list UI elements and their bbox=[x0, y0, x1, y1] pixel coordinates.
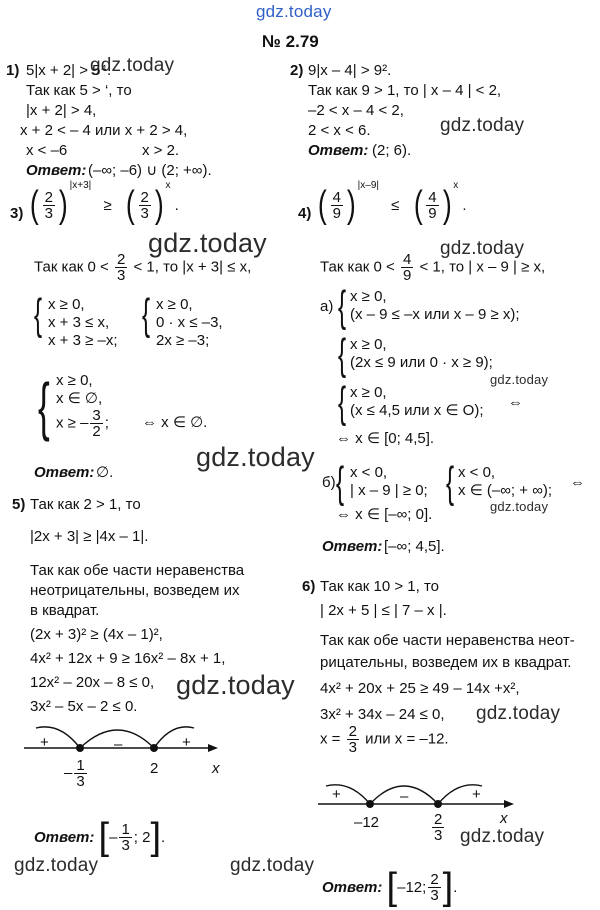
solution-line: |x + 2| > 4, bbox=[26, 102, 97, 119]
solution-line: 2 < x < 6. bbox=[308, 122, 371, 139]
solution-line: Так как 9 > 1, то | x – 4 | < 2, bbox=[308, 82, 502, 99]
problem-number: 4) bbox=[298, 205, 312, 222]
arrow: ⇔ bbox=[508, 394, 523, 411]
solution-line: Так как 10 > 1, то bbox=[320, 578, 440, 595]
answer-value: [–∞; 4,5]. bbox=[384, 538, 445, 555]
solution-line: в квадрат. bbox=[30, 602, 100, 619]
watermark: gdz.today bbox=[90, 55, 175, 76]
point-label: $\frac{2}{3}$ bbox=[434, 811, 443, 844]
system-line: x ≥ 0, bbox=[48, 296, 85, 313]
system-line: x < 0, bbox=[350, 464, 388, 481]
problem-number: 6) bbox=[302, 578, 316, 595]
system-line: x + 3 ≥ –x; bbox=[48, 332, 118, 349]
answer-line: Ответ: [– $\frac{1}{3}$ ; 2]. bbox=[34, 816, 166, 858]
watermark: gdz.today bbox=[490, 372, 549, 387]
solution-line: x + 2 < – 4 или x + 2 > 4, bbox=[20, 122, 188, 139]
case-label: б) bbox=[322, 474, 336, 491]
answer-label: Ответ: bbox=[26, 162, 87, 179]
solution-line: Так как обе части неравенства bbox=[30, 562, 245, 579]
system-line: x ≥ 0, bbox=[350, 288, 387, 305]
system-line: (x ≤ 4,5 или x ∈ O); bbox=[350, 402, 484, 419]
problem-statement: 5|x + 2| > 5⁴. bbox=[26, 62, 112, 79]
system-brace: { bbox=[336, 458, 345, 507]
axis-label: x bbox=[212, 760, 220, 777]
system-line: 0 · x ≤ –3, bbox=[156, 314, 223, 331]
sign-label: + bbox=[332, 786, 341, 803]
solution-line: |2x + 3| ≥ |4x – 1|. bbox=[30, 528, 149, 545]
case-result: ⇔ x ∈ [–∞; 0]. bbox=[336, 506, 433, 523]
system-line: x ≥ 0, bbox=[350, 384, 387, 401]
system-line: (2x ≤ 9 или 0 · x ≥ 9); bbox=[350, 354, 493, 371]
solution-line: 4x² + 20x + 25 ≥ 49 – 14x +x², bbox=[320, 680, 520, 697]
system-brace: { bbox=[338, 282, 347, 331]
watermark: gdz.today bbox=[440, 238, 525, 259]
solution-line: 3x² + 34x – 24 ≤ 0, bbox=[320, 706, 445, 723]
answer-label: Ответ: bbox=[322, 538, 383, 555]
solution-line: Так как обе части неравенства неот- bbox=[320, 632, 575, 649]
watermark: gdz.today bbox=[490, 499, 549, 514]
sign-label: + bbox=[40, 734, 49, 751]
solution-line: рицательны, возведем их в квадрат. bbox=[320, 654, 572, 671]
solution-line: 3x² – 5x – 2 ≤ 0. bbox=[30, 698, 138, 715]
axis-arrow bbox=[504, 800, 514, 808]
system-line: x ≥ – $\frac{3}{2}$ ; bbox=[56, 407, 109, 440]
watermark-top: gdz.today bbox=[256, 2, 332, 21]
solution-line: –2 < x – 4 < 2, bbox=[308, 102, 404, 119]
problem-statement: 9|x – 4| > 9². bbox=[308, 62, 392, 79]
problem-statement: ( $\frac{4}{9}$ ) $^{|x-9|}$ ≤ ( $\frac{4}{9}$ ) $^x$ . bbox=[317, 179, 467, 226]
point-marker bbox=[366, 800, 374, 808]
axis-label: x bbox=[500, 810, 508, 827]
sign-label: – bbox=[114, 736, 123, 753]
case-result: ⇔ x ∈ [0; 4,5]. bbox=[336, 430, 435, 447]
system-line: x + 3 ≤ x, bbox=[48, 314, 110, 331]
system-line: x < 0, bbox=[458, 464, 496, 481]
point-marker bbox=[434, 800, 442, 808]
system-brace: { bbox=[34, 290, 43, 339]
page-title: № 2.79 bbox=[262, 32, 319, 51]
answer-label: Ответ: bbox=[34, 464, 95, 481]
answer-value: ∅. bbox=[96, 464, 114, 481]
condition-line: Так как 0 < $\frac{2}{3}$ < 1, то |x + 3| ≤ x, bbox=[34, 251, 252, 284]
solution-line: Так как 5 > ‘, то bbox=[26, 82, 132, 99]
answer-value: (2; 6). bbox=[372, 142, 412, 159]
watermark: gdz.today bbox=[14, 855, 99, 876]
roots-line: x = $\frac{2}{3}$ или x = –12. bbox=[320, 723, 449, 756]
system-brace: { bbox=[38, 370, 50, 442]
system-brace: { bbox=[446, 458, 455, 507]
solution-line: (2x + 3)² ≥ (4x – 1)², bbox=[30, 626, 163, 643]
system-line: x ∈ (–∞; + ∞); bbox=[458, 482, 553, 499]
sign-label: – bbox=[400, 788, 409, 805]
solution-line: | 2x + 5 | ≤ | 7 – x |. bbox=[320, 602, 447, 619]
system-line: x ≥ 0, bbox=[56, 372, 93, 389]
watermark: gdz.today bbox=[176, 670, 295, 700]
system-line: x ≥ 0, bbox=[350, 336, 387, 353]
system-line: 2x ≥ –3; bbox=[156, 332, 210, 349]
system-brace: { bbox=[142, 290, 151, 339]
point-label: – $\frac{1}{3}$ bbox=[64, 757, 85, 790]
solution-line: x > 2. bbox=[142, 142, 180, 159]
system-line: (x – 9 ≤ –x или x – 9 ≥ x); bbox=[350, 306, 520, 323]
answer-value: (–∞; –6) ∪ (2; +∞). bbox=[88, 162, 212, 179]
system-brace: { bbox=[338, 378, 347, 427]
case-label: а) bbox=[320, 298, 334, 315]
implies-result: ⇔ x ∈ ∅. bbox=[142, 414, 208, 431]
watermark: gdz.today bbox=[440, 115, 525, 136]
sign-label: + bbox=[472, 786, 481, 803]
solution-line: 12x² – 20x – 8 ≤ 0, bbox=[30, 674, 155, 691]
point-label: –12 bbox=[354, 814, 380, 831]
watermark: gdz.today bbox=[476, 703, 561, 724]
system-line: | x – 9 | ≥ 0; bbox=[350, 482, 428, 499]
watermark: gdz.today bbox=[196, 442, 315, 472]
system-line: x ≥ 0, bbox=[156, 296, 193, 313]
solution-line: Так как 2 > 1, то bbox=[30, 496, 141, 513]
problem-number: 3) bbox=[10, 205, 24, 222]
problem-statement: ( $\frac{2}{3}$ ) $^{|x+3|}$ ≥ ( $\frac{2}{3}$ ) $^x$ . bbox=[29, 179, 179, 226]
sign-label: + bbox=[182, 734, 191, 751]
system-line: x ∈ ∅, bbox=[56, 390, 103, 407]
watermark: gdz.today bbox=[230, 855, 315, 876]
problem-number: 2) bbox=[290, 62, 304, 79]
arrow: ⇔ bbox=[570, 474, 585, 491]
point-label: 2 bbox=[150, 760, 159, 777]
condition-line: Так как 0 < $\frac{4}{9}$ < 1, то | x – 9 | ≥ x, bbox=[320, 251, 546, 284]
problem-number: 5) bbox=[12, 496, 26, 513]
solution-line: неотрицательны, возведем их bbox=[30, 582, 240, 599]
watermark: gdz.today bbox=[148, 228, 267, 258]
answer-line: Ответ: [–12; $\frac{2}{3}$ ]. bbox=[322, 866, 458, 908]
solution-line: x < –6 bbox=[26, 142, 68, 159]
system-brace: { bbox=[338, 330, 347, 379]
answer-label: Ответ: bbox=[308, 142, 369, 159]
solution-line: 4x² + 12x + 9 ≥ 16x² – 8x + 1, bbox=[30, 650, 226, 667]
watermark: gdz.today bbox=[460, 826, 545, 847]
problem-number: 1) bbox=[6, 62, 20, 79]
